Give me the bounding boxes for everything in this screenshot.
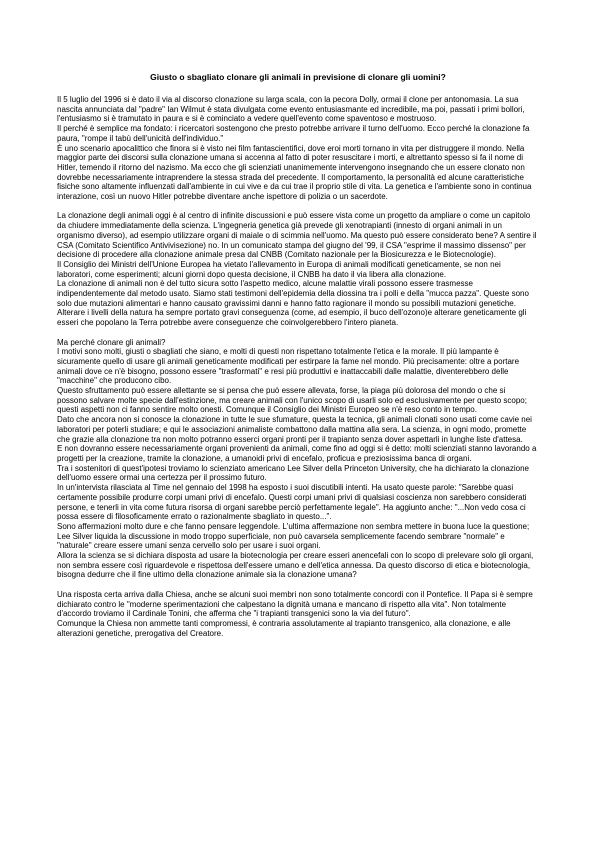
section-gap <box>57 202 537 212</box>
paragraph: Allora la scienza se si dichiara disposta ad usare la biotecnologia per creare esseri anencefali con lo scopo di prelevare solo gli organi, non sembra essere così riguardevole e rispettosa dell'essere umano e dell'etica annessa. Da questo discorso di etica e biotecnologia, bisogna dedurre che il fine ultimo della clonazione animale sia la clonazione umana? <box>57 551 534 580</box>
paragraph: Sono affermazioni molto dure e che fanno pensare leggendole. L'ultima affermazione non sembra mettere in buona luce la questione; Lee Silver liquida la discussione in modo troppo superficiale, non può cavarsela semplicemente facendo sembrare "normale" e "naturale" creare essere umani senza cervello solo per usare i suoi organi. <box>57 521 530 551</box>
paragraph: Il perché è semplice ma fondato: i ricercatori sostengono che presto potrebbe arrivare il turno dell'uomo. Ecco perché la clonazione fa paura, "rompe il tabù dell'unicità dell'individuo." <box>57 124 530 143</box>
paragraph: Tra i sostenitori di quest'ipotesi troviamo lo scienziato americano Lee Silver della Princeton University, che ha dichiarato la clonazione dell'uomo essere ormai una certezza per il prossimo futuro. <box>57 463 529 483</box>
paragraph: La clonazione di animali non è del tutto sicura sotto l'aspetto medico, alcune malattie virali possono essere trasmesse indipendentemente dal metodo usato. Siamo stati testimoni dell'epidemia della diossina tra i polli e della "mucca pazza". Queste sono solo due mutazioni alimentari e hanno causato gravissimi danni e hanno fatto ragionare il mondo su possibili mutazioni genetiche. Alterare i livelli della natura ha sempre portato gravi conseguenza (come, ad esempio, il buco dell'ozono)e alterare geneticamente gli esseri che popolano la Terra potrebbe avere conseguenze che coinvolgerebbero l'intero pianeta. <box>57 279 529 328</box>
paragraph: Questo sfruttamento può essere allettante se si pensa che può essere allevata, forse, la piaga più dolorosa del mondo o che si possono salvare molte specie dall'estinzione, ma creare animali con l'unico scopo di usarli solo ed esclusivamente per questo scopo; questi aspetti non ci fanno sentire molto onesti. Comunque il Consiglio dei Ministri Europeo se n'è reso conto in tempo. <box>57 386 527 415</box>
paragraph: E non dovranno essere necessariamente organi provenienti da animali, come fino ad oggi si è detto: molti scienziati stanno lavorando a progetti per la creazione, tramite la clonazione, a umanoidi privi di encefalo, proficua e preziosissima banca di organi. <box>57 444 537 463</box>
paragraph: La clonazione degli animali oggi è al centro di infinite discussioni e può essere vista come un progetto da ampliare o come un capitolo da chiudere immediatamente della scienza. L'ingegneria genetica già prevede gli xenotrapianti (innesto di organi animali in un organismo diverso), ad esempio utilizzare organi di maiale o di scimmia nell'uomo. Ma questo può essere considerato bene? A sentire il CSA (Comitato Scientifico Antivivisezione) no. In un comunicato stampa del giugno del '99, il CSA "esprime il massimo dissenso" per decisione di procedere alla clonazione animale presa dal CNBB (Comitato nazionale per la Biosicurezza e le Biotecnologie). <box>57 211 537 260</box>
document-title: Giusto o sbagliato clonare gli animali in previsione di clonare gli uomini? <box>150 72 446 82</box>
paragraph: I motivi sono molti, giusti o sbagliati che siano, e molti di questi non rispettano totalmente l'etica e la morale. Il più lampante è sicuramente quello di usare gli animali geneticamente modificati per estirpare la fame nel mondo. Più precisamente: oltre a portare animali dove ce n'è bisogno, possono essere "trasformati" e resi più produttivi e inattaccabili dalle malattie, diventerebbero delle "macchine" che producono cibo. <box>57 347 520 386</box>
section-gap <box>57 328 537 338</box>
paragraph: Comunque la Chiesa non ammette tanti compromessi, è contraria assolutamente al trapianto transgenico, alla clonazione, e alle alterazioni genetiche, prerogativa del Creatore. <box>57 618 511 638</box>
paragraph: Ma perché clonare gli animali? <box>57 337 166 347</box>
paragraph: Il 5 luglio del 1996 si è dato il via al discorso clonazione su larga scala, con la pecora Dolly, ormai il clone per antonomasia. La sua nascita annunciata dal "padre" Ian Wilmut è stata divulgata come evento entusiasmante ed incredibile, ma poi, passati i primi bollori, l'entusiasmo si è tramutato in paura e si è cominciato a vedere quell'evento come spaventoso e mostruoso. <box>57 95 525 124</box>
paragraph: Il Consiglio dei Ministri dell'Unione Europea ha vietato l'allevamento in Europa di animali modificati geneticamente, se non nei laboratori, come esperimenti; alcuni giorni dopo questa decisione, il CNBB ha dato il via libera alla clonazione. <box>57 259 501 279</box>
paragraph: Una risposta certa arriva dalla Chiesa, anche se alcuni suoi membri non sono totalmente concordi con il Pontefice. Il Papa si è sempre dichiarato contro le "moderne sperimentazioni che calpestano la dignità umana e mancano di rispetto alla vita". Non totalmente d'accordo troviamo il Cardinale Tonini, che afferma che "i trapianti transgenici sono la via del futuro". <box>57 589 533 619</box>
document-body <box>57 95 537 638</box>
paragraph: Dato che ancora non si conosce la clonazione in tutte le sue sfumature, questa la tecnica, gli animali clonati sono usati come cavie nei laboratori per poterli studiare; e qui le associazioni animaliste combattono dalla mattina alla sera. La scienza, in ogni modo, promette che grazie alla clonazione tra non molto potranno esserci organi pronti per il trapianto senza dover aspettarli in lunghe liste d'attesa. <box>57 415 532 444</box>
section-gap <box>57 580 537 590</box>
paragraph: È uno scenario apocalittico che finora si è visto nei film fantascientifici, dove eroi morti tornano in vita per distruggere il mondo. Nella maggior parte dei discorsi sulla clonazione umana si accenna al fatto di poter resuscitare i morti, e altrettanto spesso si fa il nome di Hitler, temendo il ritorno del nazismo. Ma ecco che gli scienziati unanimemente intervengono insegnando che un essere clonato non dovrebbe necessariamente intraprendere la stessa strada del precedente. Il comportamento, la personalità ed alcune caratteristiche fisiche sono altamente influenzati dall'ambiente in cui vive e da cui trae il proprio stile di vita. La genetica e l'ambiente sono in continua interazione, così un nuovo Hitler potrebbe diventare anche ispettore di polizia o un sacerdote. <box>57 143 532 202</box>
paragraph: In un'intervista rilasciata al Time nel gennaio del 1998 ha esposto i suoi discutibili intenti. Ha usato queste parole: "Sarebbe quasi certamente possibile produrre corpi umani privi di encefalo. Questi corpi umani privi di qualsiasi coscienza non sarebbero considerati persone, e tenerli in vita come futura risorsa di organi sarebbe perciò perfettamente legale". Ha aggiunto anche: "...Non vedo cosa ci possa essere di filosoficamente errato o razionalmente sbagliato in questo...". <box>57 483 527 522</box>
